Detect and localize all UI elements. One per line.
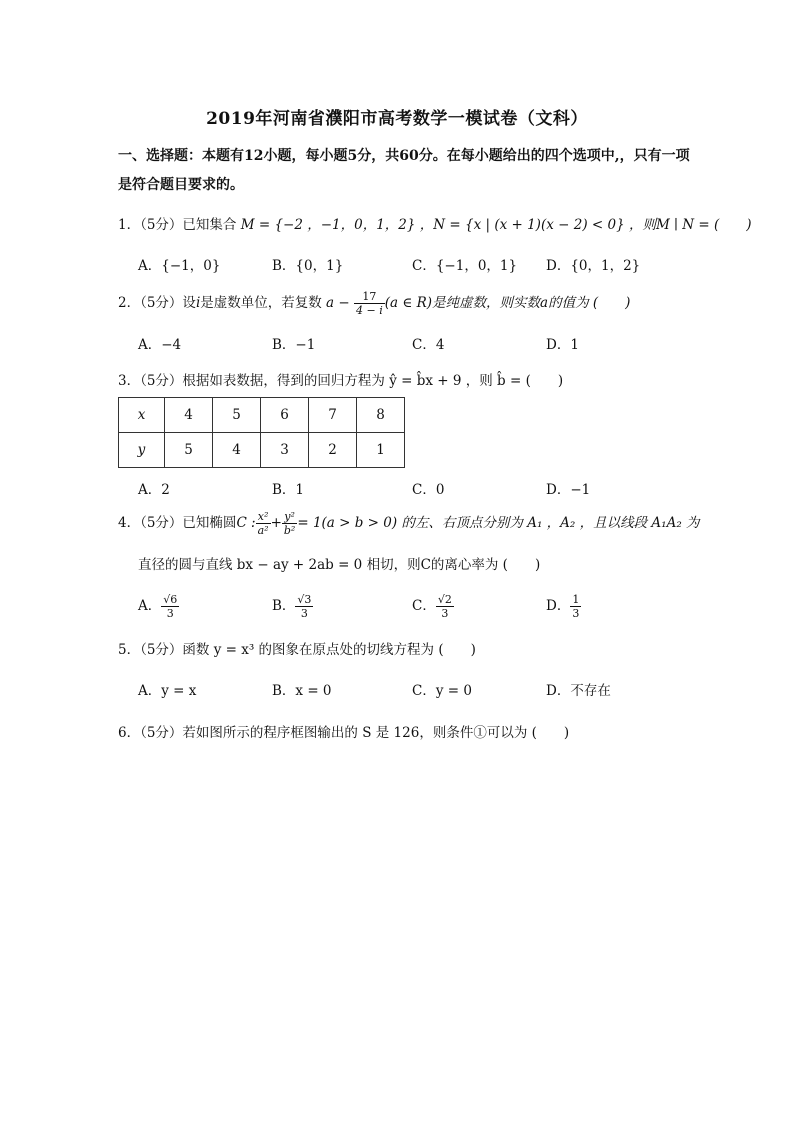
question-5: 5．（5分）函数 y = x³ 的图象在原点处的切线方程为 ( )	[118, 642, 476, 658]
question-4-line2: 直径的圆与直线 bx − ay + 2ab = 0 相切，则C的离心率为 ( )	[138, 557, 541, 573]
ellipse-frac-x: $\frac{\text{x²}}{\text{a²}}$	[257, 510, 269, 537]
question-1-math: M = {−2 ，−1，0，1，2} ，N = {x | (x + 1)(x − 2) < 0} ，则M ∣ N = ( )	[240, 217, 752, 233]
question-2: 2．（5分）设i是虚数单位，若复数 a − $\frac{17}{4 - i}$ (a ∈ R)是纯虚数，则实数a的值为 ( )	[118, 290, 631, 317]
option-c[interactable]: C．4	[412, 337, 445, 353]
question-2-prefix: 2．（5分）设	[118, 295, 196, 311]
option-c[interactable]: C．y = 0	[412, 683, 472, 699]
option-b[interactable]: B．−1	[272, 337, 316, 353]
question-3: 3．（5分）根据如表数据，得到的回归方程为 ŷ = b̂x + 9 ，则 b̂ = ( )	[118, 373, 564, 389]
question-5-options	[138, 679, 698, 699]
question-2-options	[138, 333, 698, 353]
question-3-options	[138, 478, 698, 498]
question-4-c: C :	[236, 515, 256, 531]
table-row: x 4 5 6 7 8	[119, 398, 405, 433]
option-c[interactable]: C． $\frac{√2}{3}$	[412, 593, 452, 620]
option-a[interactable]: A．−4	[138, 337, 182, 353]
option-c[interactable]: C．0	[412, 482, 445, 498]
option-d[interactable]: D．−1	[546, 482, 591, 498]
option-a[interactable]: A．2	[138, 482, 170, 498]
option-a[interactable]: A．{−1，0}	[138, 258, 221, 274]
question-2-i: i	[195, 295, 201, 311]
question-2-mid: 是虚数单位，若复数	[200, 295, 322, 311]
option-b[interactable]: B．x = 0	[272, 683, 332, 699]
option-b[interactable]: B．{0，1}	[272, 258, 344, 274]
question-2-post: (a ∈ R)是纯虚数，则实数a的值为 ( )	[384, 295, 631, 311]
option-d[interactable]: D．不存在	[546, 683, 611, 699]
option-c[interactable]: C．{−1，0，1}	[412, 258, 518, 274]
question-4-post: = 1(a > b > 0) 的左、右顶点分别为 A₁ ，A₂ ，且以线段 A₁A₂ 为	[297, 515, 700, 531]
option-d[interactable]: D． $\frac{1}{3}$	[546, 593, 580, 620]
section-heading: 一、选择题：本题有12小题，每小题5分，共60分。在每小题给出的四个选项中,，只有一项是符合题目要求的。	[118, 148, 690, 193]
question-6: 6．（5分）若如图所示的程序框图输出的 S 是 126，则条件①可以为 ( )	[118, 725, 570, 741]
option-a[interactable]: A． $\frac{√6}{3}$	[138, 593, 178, 620]
question-4: 4．（5分）已知椭圆C : $\frac{\text{x²}}{\text{a²}}$ + $\frac{\text{y²}}{\text{b²}}$ = 1(a > b > 0) 的左、右顶点分别为 A₁ ，A₂ ，且以线段 A₁A₂ 为	[118, 510, 700, 537]
ellipse-frac-y: $\frac{\text{y²}}{\text{b²}}$	[283, 510, 296, 537]
question-1	[118, 213, 752, 233]
option-d[interactable]: D．{0，1，2}	[546, 258, 641, 274]
question-1-prefix: 1．（5分）已知集合	[118, 217, 237, 233]
data-table	[118, 397, 405, 468]
option-d[interactable]: D．1	[546, 337, 579, 353]
question-4-prefix: 4．（5分）已知椭圆	[118, 515, 237, 531]
option-b[interactable]: B． $\frac{√3}{3}$	[272, 593, 312, 620]
option-b[interactable]: B．1	[272, 482, 305, 498]
table-row: y 5 4 3 2 1	[119, 433, 405, 468]
question-1-options	[138, 254, 698, 274]
page-title: 2019年河南省濮阳市高考数学一模试卷（文科）	[206, 109, 588, 129]
question-2-fraction: $\frac{17}{4 - i}$	[356, 290, 383, 317]
question-4-options	[138, 593, 698, 623]
option-a[interactable]: A．y = x	[138, 683, 197, 699]
